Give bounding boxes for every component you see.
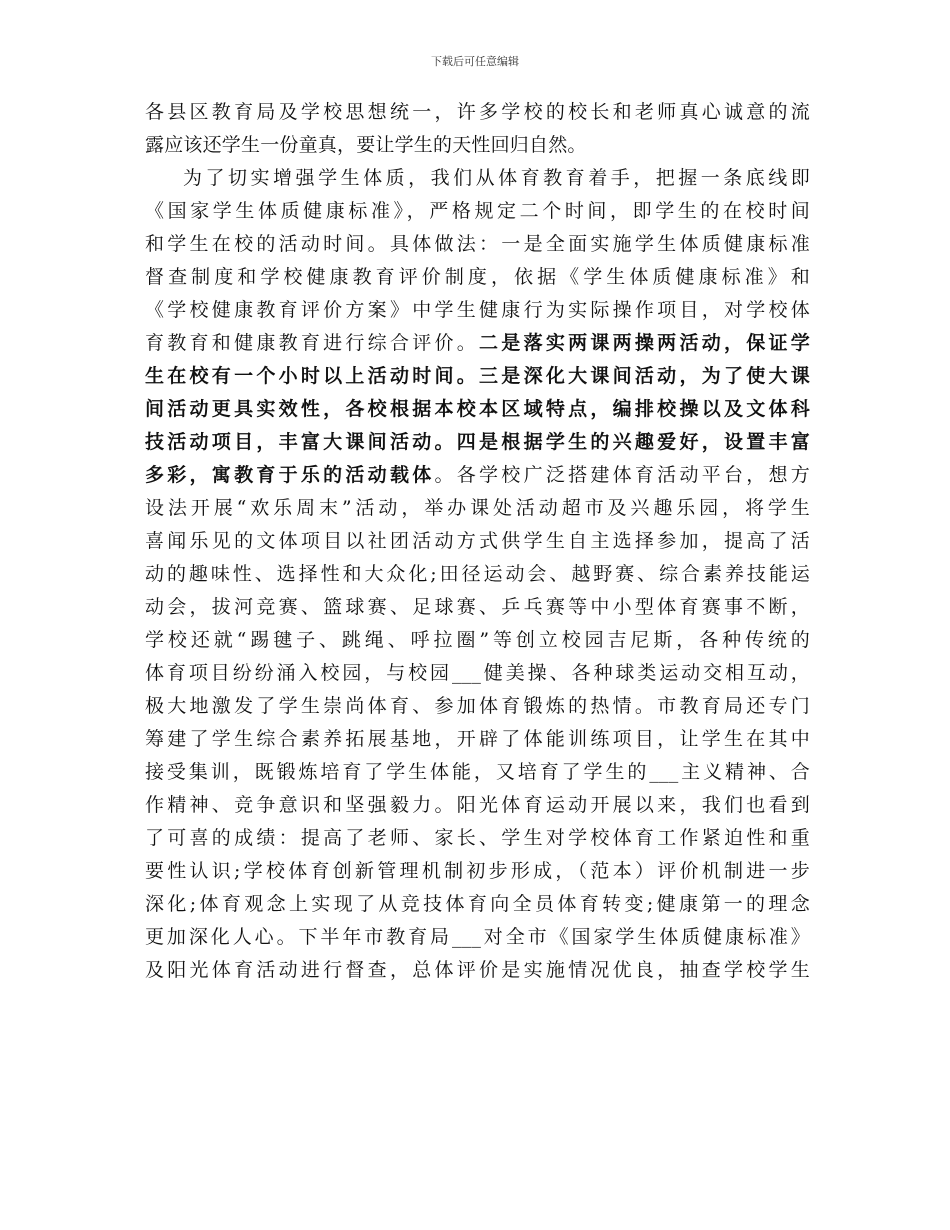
text-line [145, 129, 810, 162]
text-line [145, 723, 810, 756]
text-segment: 育教育和健康教育进行综合评价。 [145, 332, 480, 354]
text-line [145, 327, 810, 360]
text-segment: 《学校健康教育评价方案》中学生健康行为实际操作项目，对学校体 [145, 299, 810, 321]
text-line [145, 624, 810, 657]
text-segment: 为了切实增强学生体质，我们从体育教育着手，把握一条底线即 [183, 167, 810, 189]
text-line [145, 855, 810, 888]
bold-text-segment: 多彩，寓教育于乐的活动载体 [145, 464, 435, 486]
bold-text-segment: 技活动项目，丰富大课间活动。四是根据学生的兴趣爱好，设置丰富 [145, 431, 810, 453]
text-segment: 体育项目纷纷涌入校园，与校园___健美操、各种球类运动交相互动， [145, 662, 810, 684]
text-segment: 筹建了学生综合素养拓展基地，开辟了体能训练项目，让学生在其中 [145, 728, 810, 750]
text-segment: 。各学校广泛搭建体育活动平台，想方 [434, 464, 810, 486]
text-line [145, 492, 810, 525]
text-segment: 设法开展“欢乐周末”活动，举办课处活动超市及兴趣乐园，将学生 [145, 497, 810, 519]
text-line [145, 294, 810, 327]
text-line [145, 558, 810, 591]
text-line [145, 96, 810, 129]
text-line [145, 690, 810, 723]
text-segment: 深化;体育观念上实现了从竞技体育向全员体育转变;健康第一的理念 [145, 893, 810, 915]
paragraph [145, 96, 810, 162]
text-line [145, 228, 810, 261]
text-line [145, 789, 810, 822]
text-segment: 喜闻乐见的文体项目以社团活动方式供学生自主选择参加，提高了活 [145, 530, 810, 552]
text-segment: 学校还就“踢毽子、跳绳、呼拉圈”等创立校园吉尼斯，各种传统的 [145, 629, 810, 651]
text-line [145, 822, 810, 855]
document-body [145, 96, 810, 987]
text-segment: 《国家学生体质健康标准》，严格规定二个时间，即学生的在校时间 [145, 200, 810, 222]
text-segment: 及阳光体育活动进行督查，总体评价是实施情况优良，抽查学校学生 [145, 959, 810, 981]
text-line [145, 426, 810, 459]
text-line [145, 162, 810, 195]
text-segment: 要性认识;学校体育创新管理机制初步形成，（范本）评价机制进一步 [145, 860, 810, 882]
text-line [145, 954, 810, 987]
text-line [145, 591, 810, 624]
page-header: 下载后可任意编辑 [431, 55, 519, 68]
text-line [145, 393, 810, 426]
text-line [145, 888, 810, 921]
text-segment: 督查制度和学校健康教育评价制度，依据《学生体质健康标准》和 [145, 266, 810, 288]
text-segment: 和学生在校的活动时间。具体做法：一是全面实施学生体质健康标准 [145, 233, 810, 255]
bold-text-segment: 生在校有一个小时以上活动时间。三是深化大课间活动，为了使大课 [145, 365, 810, 387]
text-segment: 动的趣味性、选择性和大众化;田径运动会、越野赛、综合素养技能运 [145, 563, 810, 585]
text-line [145, 756, 810, 789]
text-line [145, 525, 810, 558]
text-line [145, 261, 810, 294]
text-segment: 极大地激发了学生崇尚体育、参加体育锻炼的热情。市教育局还专门 [145, 695, 810, 717]
text-line [145, 657, 810, 690]
text-segment: 动会，拔河竞赛、篮球赛、足球赛、乒乓赛等中小型体育赛事不断， [145, 596, 810, 618]
text-segment: 更加深化人心。下半年市教育局___对全市《国家学生体质健康标准》 [145, 926, 810, 948]
text-segment: 作精神、竞争意识和坚强毅力。阳光体育运动开展以来，我们也看到 [145, 794, 810, 816]
text-segment: 各县区教育局及学校思想统一，许多学校的校长和老师真心诚意的流 [145, 101, 810, 123]
text-segment: 了可喜的成绩：提高了老师、家长、学生对学校体育工作紧迫性和重 [145, 827, 810, 849]
bold-text-segment: 二是落实两课两操两活动，保证学 [479, 332, 810, 354]
text-line [145, 195, 810, 228]
text-line [145, 921, 810, 954]
bold-text-segment: 间活动更具实效性，各校根据本校本区域特点，编排校操以及文体科 [145, 398, 810, 420]
text-line [145, 360, 810, 393]
paragraph [145, 162, 810, 987]
text-line [145, 459, 810, 492]
text-segment: 露应该还学生一份童真，要让学生的天性回归自然。 [145, 134, 587, 156]
text-segment: 接受集训，既锻炼培育了学生体能，又培育了学生的___主义精神、合 [145, 761, 810, 783]
